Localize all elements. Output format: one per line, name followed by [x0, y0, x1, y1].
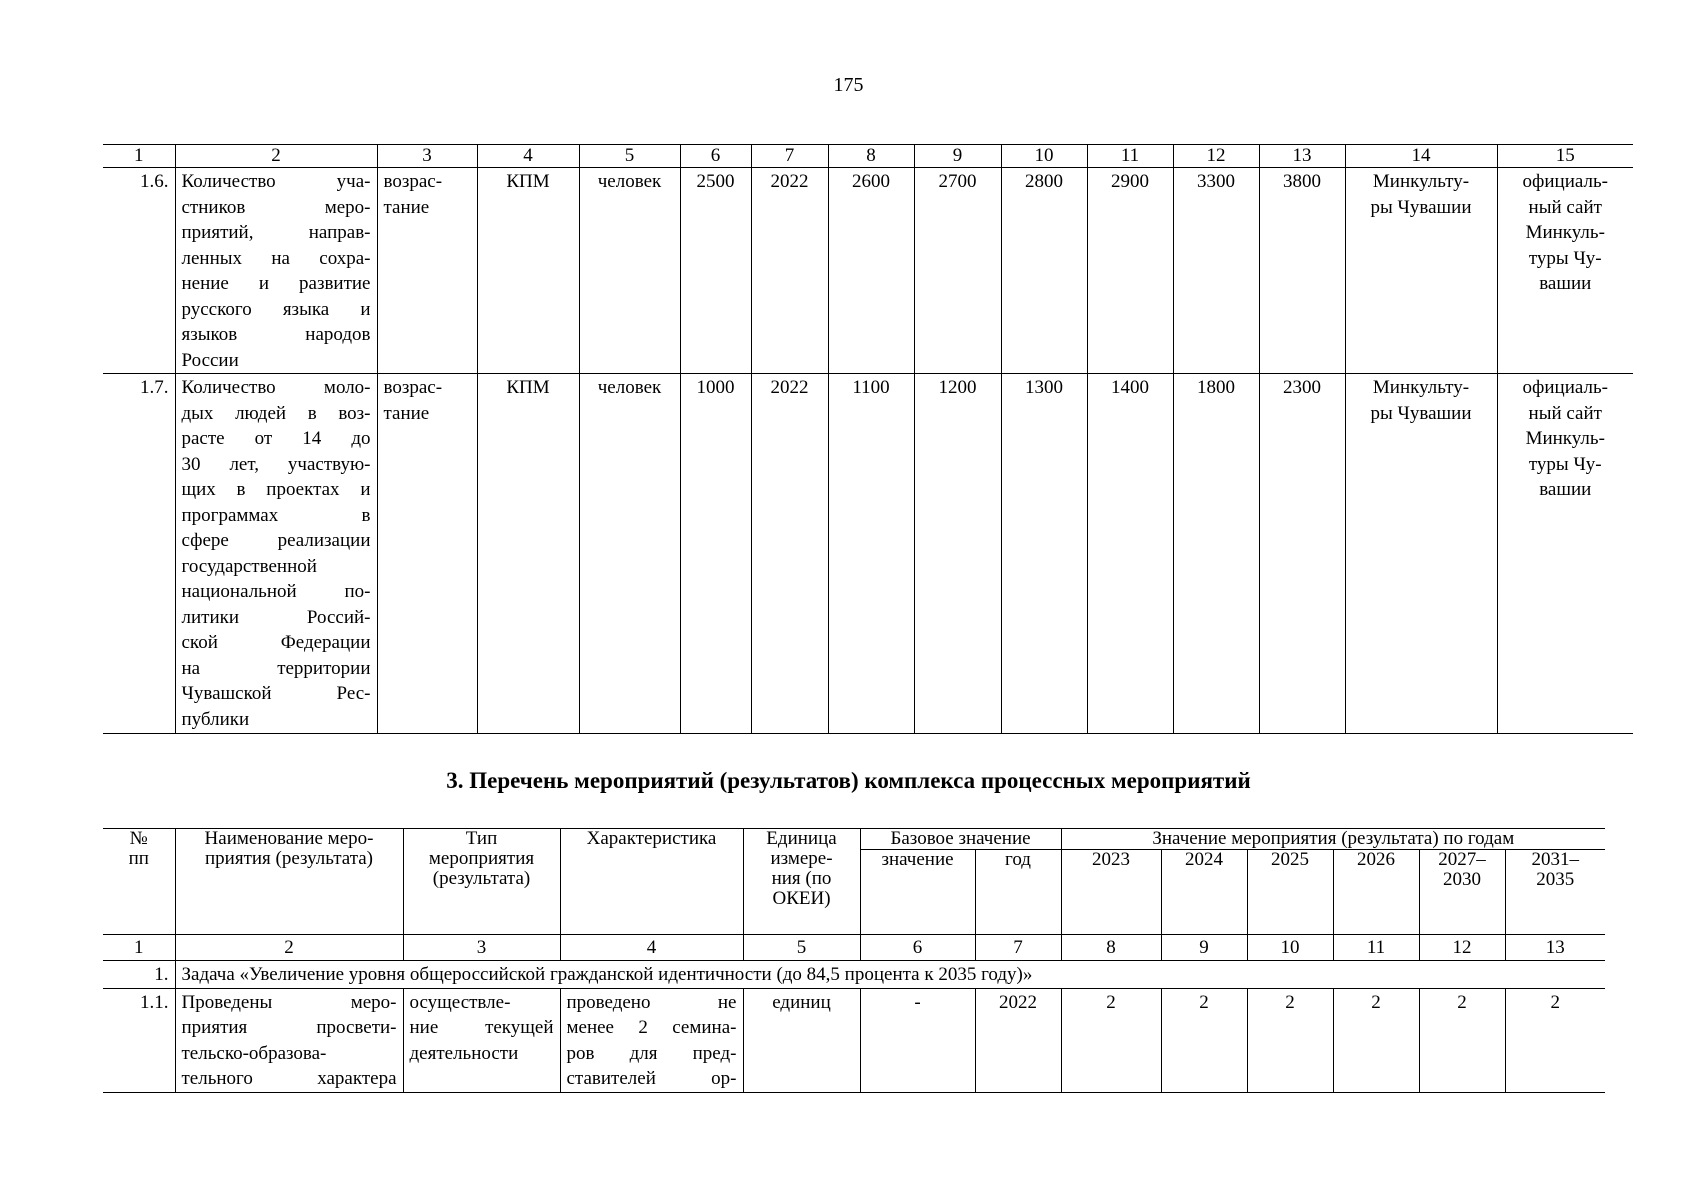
- value-cell: 2: [1161, 988, 1247, 1092]
- header-characteristic: Характеристика: [560, 829, 743, 935]
- index-cell: 4: [477, 145, 579, 168]
- text-line: сфере реализации: [181, 530, 371, 551]
- text-line: туры Чу-: [1528, 453, 1602, 475]
- text-line: ние текущей: [409, 1017, 554, 1038]
- indicator-name: [175, 168, 377, 374]
- row-number: 1.6.: [103, 168, 175, 374]
- text-line: ный сайт: [1528, 196, 1602, 218]
- text-line: приятия (результата): [205, 848, 373, 869]
- text-line: 2027–: [1438, 849, 1486, 870]
- header-base-group: Базовое значение: [860, 829, 1061, 850]
- index-cell: 4: [560, 935, 743, 961]
- value-cell: 1400: [1087, 374, 1173, 734]
- text-line: официаль-: [1522, 171, 1608, 192]
- row-number: 1.7.: [103, 374, 175, 734]
- text-line: Минкуль-: [1525, 428, 1605, 449]
- text-line: программах в: [181, 504, 371, 526]
- text-line: языков народов: [181, 324, 371, 345]
- index-cell: 9: [1161, 935, 1247, 961]
- text-line: Единица: [766, 828, 837, 849]
- text-line: государственной: [181, 555, 317, 577]
- base-year: 2022: [751, 168, 828, 374]
- header-years-group: Значение мероприятия (результата) по годам: [1061, 829, 1605, 850]
- text-line: ОКЕИ): [772, 888, 831, 909]
- text-line: ный сайт: [1528, 402, 1602, 424]
- index-cell: 15: [1497, 145, 1633, 168]
- text-line: (результата): [432, 868, 531, 889]
- value-cell: 2600: [828, 168, 914, 374]
- text-line: стников меро-: [181, 196, 371, 218]
- base-value: 2500: [680, 168, 751, 374]
- text-line: №: [129, 828, 148, 849]
- index-cell: 13: [1259, 145, 1345, 168]
- header-number: [103, 829, 175, 935]
- index-cell: 2: [175, 145, 377, 168]
- table-row: [103, 168, 1633, 374]
- level: КПМ: [477, 168, 579, 374]
- text-line: Наименование меро-: [204, 828, 374, 849]
- text-line: литики Россий-: [181, 606, 371, 628]
- text-line: 30 лет, участвую-: [181, 453, 371, 475]
- info-source: [1497, 168, 1633, 374]
- text-line: Минкульту-: [1372, 171, 1470, 192]
- index-cell: 7: [975, 935, 1061, 961]
- header-base-year: год: [975, 850, 1061, 935]
- header-year: 2025: [1247, 850, 1333, 935]
- responsible: [1345, 374, 1497, 734]
- base-year: 2022: [751, 374, 828, 734]
- measure-characteristic: [560, 988, 743, 1092]
- row-number: 1.1.: [103, 988, 175, 1092]
- text-line: туры Чу-: [1528, 247, 1602, 269]
- trend: [377, 374, 477, 734]
- base-year: 2022: [975, 988, 1061, 1092]
- index-cell: 10: [1247, 935, 1333, 961]
- index-cell: 5: [579, 145, 680, 168]
- value-cell: 2900: [1087, 168, 1173, 374]
- value-cell: 2300: [1259, 374, 1345, 734]
- index-cell: 14: [1345, 145, 1497, 168]
- header-unit: [743, 829, 860, 935]
- table-row: [103, 374, 1633, 734]
- text-line: вашии: [1539, 479, 1592, 500]
- unit: единиц: [743, 988, 860, 1092]
- text-line: официаль-: [1522, 377, 1608, 398]
- text-line: на территории: [181, 657, 371, 679]
- text-line: пп: [128, 848, 149, 869]
- value-cell: 2700: [914, 168, 1001, 374]
- text-line: Минкульту-: [1372, 377, 1470, 398]
- text-line: публики: [181, 708, 250, 730]
- index-cell: 3: [377, 145, 477, 168]
- value-cell: 2800: [1001, 168, 1087, 374]
- text-line: щих в проектах и: [181, 479, 371, 500]
- task-text: Задача «Увеличение уровня общероссийской гражданской идентичности (до 84,5 процента к 2035 году)»: [175, 961, 1605, 989]
- header-base-value: значение: [860, 850, 975, 935]
- header-type: [403, 829, 560, 935]
- text-line: русского языка и: [181, 298, 371, 320]
- index-cell: 12: [1419, 935, 1505, 961]
- text-line: измере-: [770, 848, 833, 869]
- value-cell: 2: [1333, 988, 1419, 1092]
- text-line: менее 2 семина-: [566, 1017, 737, 1038]
- unit: человек: [579, 374, 680, 734]
- value-cell: 1800: [1173, 374, 1259, 734]
- text-line: расте от 14 до: [181, 428, 371, 449]
- table-row: [103, 988, 1605, 1092]
- index-cell: 10: [1001, 145, 1087, 168]
- index-cell: 12: [1173, 145, 1259, 168]
- column-index-row: [103, 145, 1633, 168]
- value-cell: 2: [1419, 988, 1505, 1092]
- measures-table: [103, 828, 1605, 1093]
- text-line: тельско-образова-: [181, 1042, 327, 1064]
- header-year: 2024: [1161, 850, 1247, 935]
- text-line: мероприятия: [428, 848, 535, 869]
- text-line: ры Чувашии: [1370, 402, 1472, 424]
- column-index-row: [103, 935, 1605, 961]
- header-year: [1419, 850, 1505, 935]
- text-line: ния (по: [771, 868, 832, 889]
- text-line: ской Федерации: [181, 632, 371, 653]
- text-line: вашии: [1539, 273, 1592, 294]
- index-cell: 8: [828, 145, 914, 168]
- text-line: России: [181, 349, 239, 371]
- index-cell: 8: [1061, 935, 1161, 961]
- index-cell: 1: [103, 935, 175, 961]
- page-number: 175: [833, 74, 864, 96]
- index-cell: 1: [103, 145, 175, 168]
- info-source: [1497, 374, 1633, 734]
- text-line: осуществле-: [409, 991, 511, 1013]
- text-line: тание: [383, 196, 430, 218]
- text-line: деятельности: [409, 1042, 519, 1064]
- index-cell: 11: [1087, 145, 1173, 168]
- value-cell: 1200: [914, 374, 1001, 734]
- text-line: проведено не: [566, 991, 737, 1013]
- task-number: 1.: [103, 961, 175, 989]
- base-value: 1000: [680, 374, 751, 734]
- index-cell: 7: [751, 145, 828, 168]
- index-cell: 6: [680, 145, 751, 168]
- text-line: ленных на сохра-: [181, 247, 371, 269]
- value-cell: 1100: [828, 374, 914, 734]
- value-cell: 2: [1247, 988, 1333, 1092]
- header-year: [1505, 850, 1605, 935]
- header-year: 2026: [1333, 850, 1419, 935]
- text-line: 2035: [1536, 869, 1575, 890]
- text-line: национальной по-: [181, 581, 371, 602]
- unit: человек: [579, 168, 680, 374]
- index-cell: 5: [743, 935, 860, 961]
- index-cell: 2: [175, 935, 403, 961]
- text-line: ров для пред-: [566, 1042, 737, 1064]
- text-line: Тип: [465, 828, 498, 849]
- text-line: дых людей в воз-: [181, 402, 371, 424]
- text-line: 2031–: [1531, 849, 1580, 870]
- indicator-name: [175, 374, 377, 734]
- task-row: [103, 961, 1605, 989]
- text-line: Количество моло-: [181, 377, 371, 398]
- text-line: тельного характера: [181, 1068, 397, 1089]
- index-cell: 9: [914, 145, 1001, 168]
- header-row: [103, 829, 1605, 850]
- text-line: нение и развитие: [181, 273, 371, 294]
- text-line: возрас-: [383, 171, 443, 192]
- text-line: возрас-: [383, 377, 443, 398]
- header-name: [175, 829, 403, 935]
- level: КПМ: [477, 374, 579, 734]
- text-line: 2030: [1443, 869, 1482, 890]
- value-cell: 2: [1505, 988, 1605, 1092]
- text-line: Чувашской Рес-: [181, 683, 371, 704]
- index-cell: 11: [1333, 935, 1419, 961]
- text-line: Минкуль-: [1525, 222, 1605, 243]
- value-cell: 3300: [1173, 168, 1259, 374]
- header-year: 2023: [1061, 850, 1161, 935]
- base-value: -: [860, 988, 975, 1092]
- text-line: ры Чувашии: [1370, 196, 1472, 218]
- section-title: 3. Перечень мероприятий (результатов) комплекса процессных мероприятий: [446, 768, 1251, 793]
- value-cell: 2: [1061, 988, 1161, 1092]
- text-line: приятий, направ-: [181, 222, 371, 243]
- responsible: [1345, 168, 1497, 374]
- value-cell: 3800: [1259, 168, 1345, 374]
- text-line: Количество уча-: [181, 171, 371, 192]
- index-cell: 6: [860, 935, 975, 961]
- text-line: приятия просвети-: [181, 1017, 397, 1038]
- measure-name: [175, 988, 403, 1092]
- value-cell: 1300: [1001, 374, 1087, 734]
- indicators-table: [103, 144, 1633, 734]
- index-cell: 13: [1505, 935, 1605, 961]
- trend: [377, 168, 477, 374]
- text-line: тание: [383, 402, 430, 424]
- text-line: Проведены меро-: [181, 991, 397, 1013]
- text-line: ставителей ор-: [566, 1068, 737, 1089]
- measure-type: [403, 988, 560, 1092]
- index-cell: 3: [403, 935, 560, 961]
